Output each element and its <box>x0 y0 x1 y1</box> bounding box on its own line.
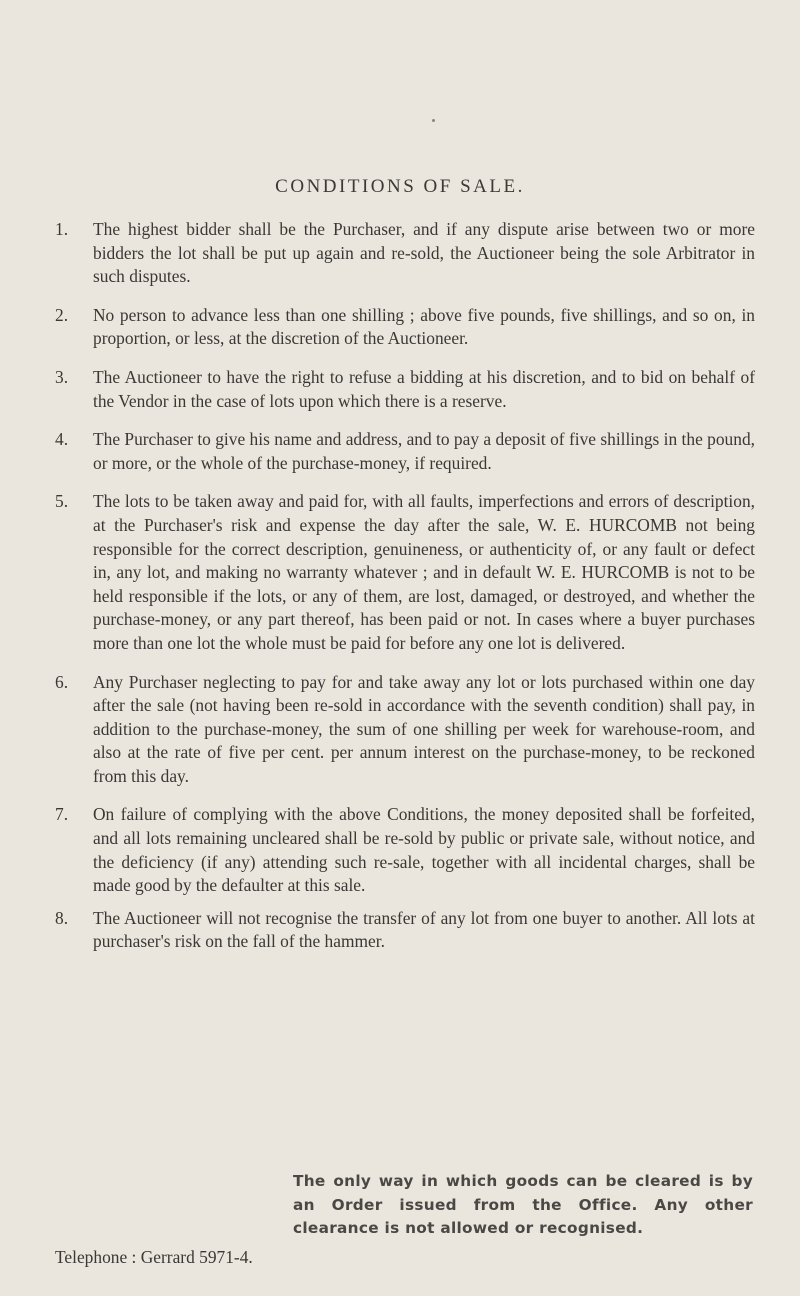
condition-text: The Purchaser to give his name and address, and to pay a deposit of five shillings in the pound, or more, or the whole of the purchase-money, if required. <box>93 429 755 473</box>
condition-item <box>55 218 755 289</box>
condition-item <box>55 803 755 897</box>
condition-text: The Auctioneer will not recognise the transfer of any lot from one buyer to another. All lots at purchaser's risk on the fall of the hammer. <box>93 907 755 952</box>
conditions-list <box>55 218 755 954</box>
condition-number: 6. <box>55 671 69 692</box>
condition-item <box>55 671 755 789</box>
condition-number: 1. <box>55 219 69 239</box>
condition-text: The Auctioneer to have the right to refuse a bidding at his discretion, and to bid on behalf of the Vendor in the case of lots upon which there is a reserve. <box>93 366 755 411</box>
condition-number: 4. <box>55 429 69 450</box>
condition-number: 5. <box>55 491 69 512</box>
condition-item <box>55 490 755 655</box>
condition-text: Any Purchaser neglecting to pay for and take away any lot or lots purchased within one day after the sale (not having been re-sold in accordance with the seventh condition) shall pay, in addition to the purchase-money, the sum of one shilling per week for warehouse-room, and also at the rate of five per cent. per annum interest on the purchase-money, to be reckoned from this day. <box>93 671 755 786</box>
condition-item <box>55 428 755 475</box>
condition-item <box>55 304 755 351</box>
condition-number: 8. <box>55 907 69 928</box>
condition-item <box>55 366 755 413</box>
condition-number: 3. <box>55 366 69 387</box>
condition-text: The highest bidder shall be the Purchaser, and if any dispute arise between two or more bidders the lot shall be put up again and re-sold, the Auctioneer being the sole Arbitrator in such disputes. <box>93 219 755 287</box>
condition-text: On failure of complying with the above Conditions, the money deposited shall be forfeited, and all lots remaining uncleared shall be re-sold by public or private sale, without notice, and the deficiency (if any) attending such re-sale, together with all incidental charges, shall be made good by the defaulter at this sale. <box>93 804 755 896</box>
condition-text: No person to advance less than one shilling ; above five pounds, five shillings, and so on, in proportion, or less, at the discretion of the Auctioneer. <box>93 304 755 349</box>
condition-item <box>55 907 755 954</box>
paper-speck <box>432 119 435 122</box>
condition-number: 7. <box>55 804 69 825</box>
telephone-line: Telephone : Gerrard 5971-4. <box>55 1247 253 1267</box>
clearance-notice: The only way in which goods can be cleared is by an Order issued from the Office. Any other clearance is not allowed or recognised. <box>293 1172 753 1237</box>
page-title: CONDITIONS OF SALE. <box>275 176 525 197</box>
condition-text: The lots to be taken away and paid for, with all faults, imperfections and errors of description, at the Purchaser's risk and expense the day after the sale, W. E. HURCOMB not being responsible for the correct description, genuineness, or authenticity of, or any fault or defect in, any lot, and making no warranty whatever ; and in default W. E. HURCOMB is not to be held responsible if the lots, or any of them, are lost, damaged, or destroyed, and whether the purchase-money, or any part thereof, has been paid or not. In cases where a buyer purchases more than one lot the whole must be paid for before any one lot is delivered. <box>93 491 755 653</box>
condition-number: 2. <box>55 304 69 325</box>
